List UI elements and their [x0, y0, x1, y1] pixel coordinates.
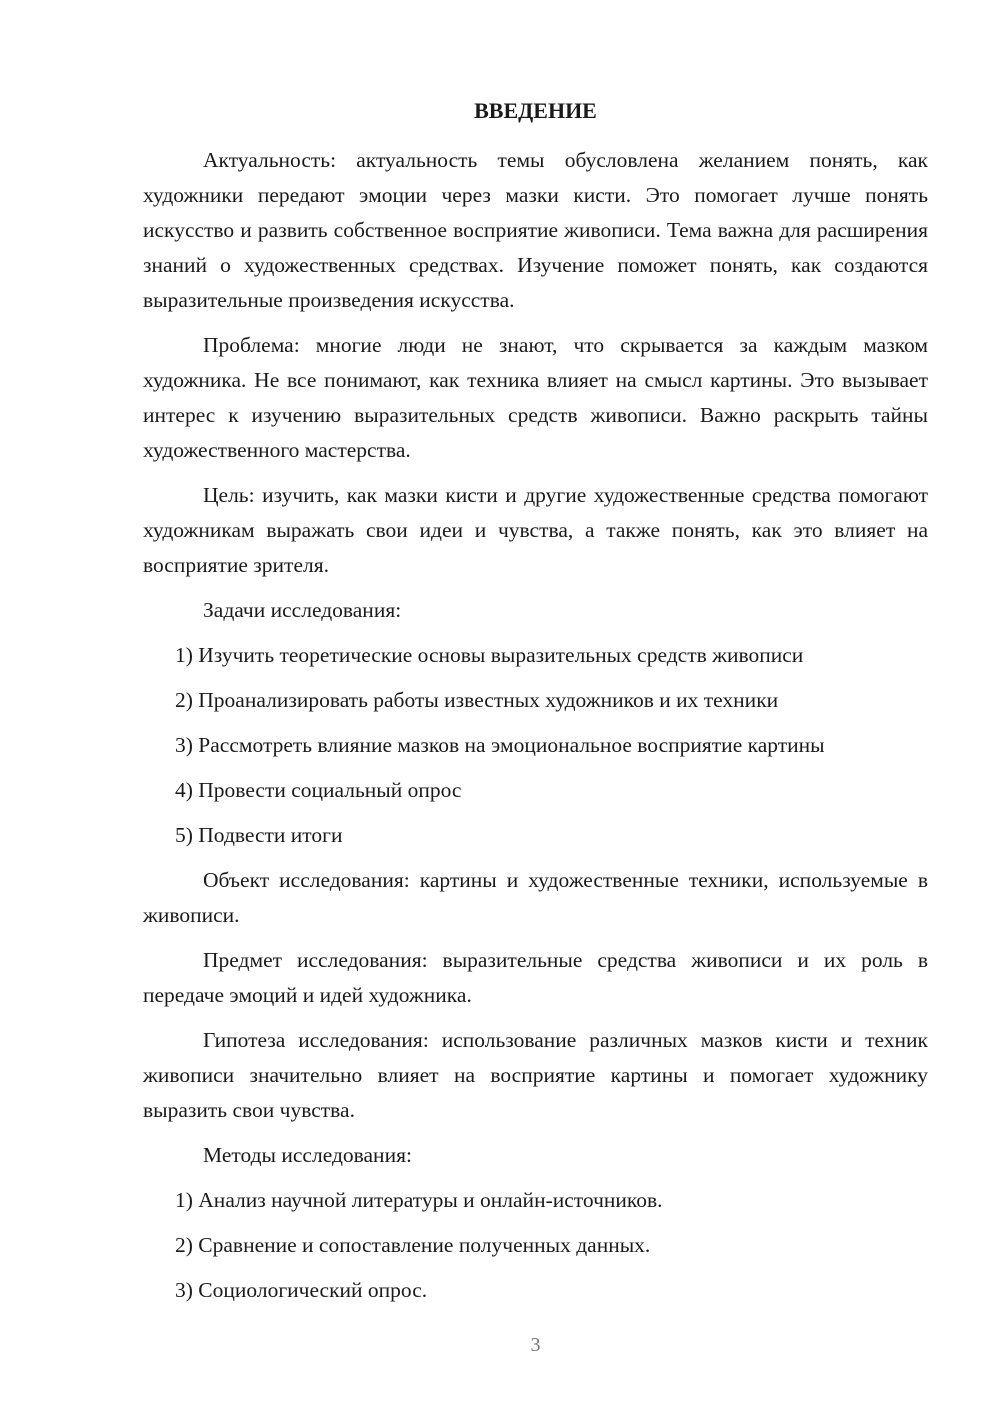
- methods-heading: Методы исследования:: [203, 1143, 412, 1167]
- paragraph-relevance: Актуальность: актуальность темы обусловлена желанием понять, как художники передают эмоции через мазки кисти. Это помогает лучше понять искусство и развить собственное восприятие живописи. Тема важна для расширения знаний о художественных средствах. Изучение поможет понять, как создаются выразительные произведения искусства.: [143, 148, 928, 312]
- paragraph-problem: Проблема: многие люди не знают, что скрывается за каждым мазком художника. Не все понимают, как техника влияет на смысл картины. Это вызывает интерес к изучению выразительных средств живописи. Важно раскрыть тайны художественного мастерства.: [143, 333, 928, 462]
- page-number: 3: [530, 1334, 541, 1356]
- methods-list: [143, 1183, 928, 1308]
- list-item: 1) Изучить теоретические основы выразительных средств живописи: [175, 643, 804, 667]
- list-item: 3) Социологический опрос.: [175, 1278, 428, 1302]
- list-item: 1) Анализ научной литературы и онлайн-источников.: [175, 1188, 663, 1212]
- page-title: ВВЕДЕНИЕ: [474, 98, 597, 123]
- tasks-list: [143, 638, 928, 853]
- tasks-heading: Задачи исследования:: [203, 598, 402, 622]
- paragraph-object: Объект исследования: картины и художественные техники, используемые в живописи.: [143, 868, 928, 927]
- document-body: [143, 143, 928, 1318]
- list-item: 3) Рассмотреть влияние мазков на эмоциональное восприятие картины: [175, 733, 825, 757]
- paragraph-subject: Предмет исследования: выразительные средства живописи и их роль в передаче эмоций и идей художника.: [143, 948, 928, 1007]
- paragraph-hypothesis: Гипотеза исследования: использование различных мазков кисти и техник живописи значительно влияет на восприятие картины и помогает художнику выразить свои чувства.: [143, 1028, 928, 1122]
- list-item: 2) Проанализировать работы известных художников и их техники: [175, 688, 779, 712]
- list-item: 4) Провести социальный опрос: [175, 778, 462, 802]
- list-item: 2) Сравнение и сопоставление полученных данных.: [175, 1233, 651, 1257]
- list-item: 5) Подвести итоги: [175, 823, 343, 847]
- paragraph-goal: Цель: изучить, как мазки кисти и другие художественные средства помогают художникам выражать свои идеи и чувства, а также понять, как это влияет на восприятие зрителя.: [143, 483, 928, 577]
